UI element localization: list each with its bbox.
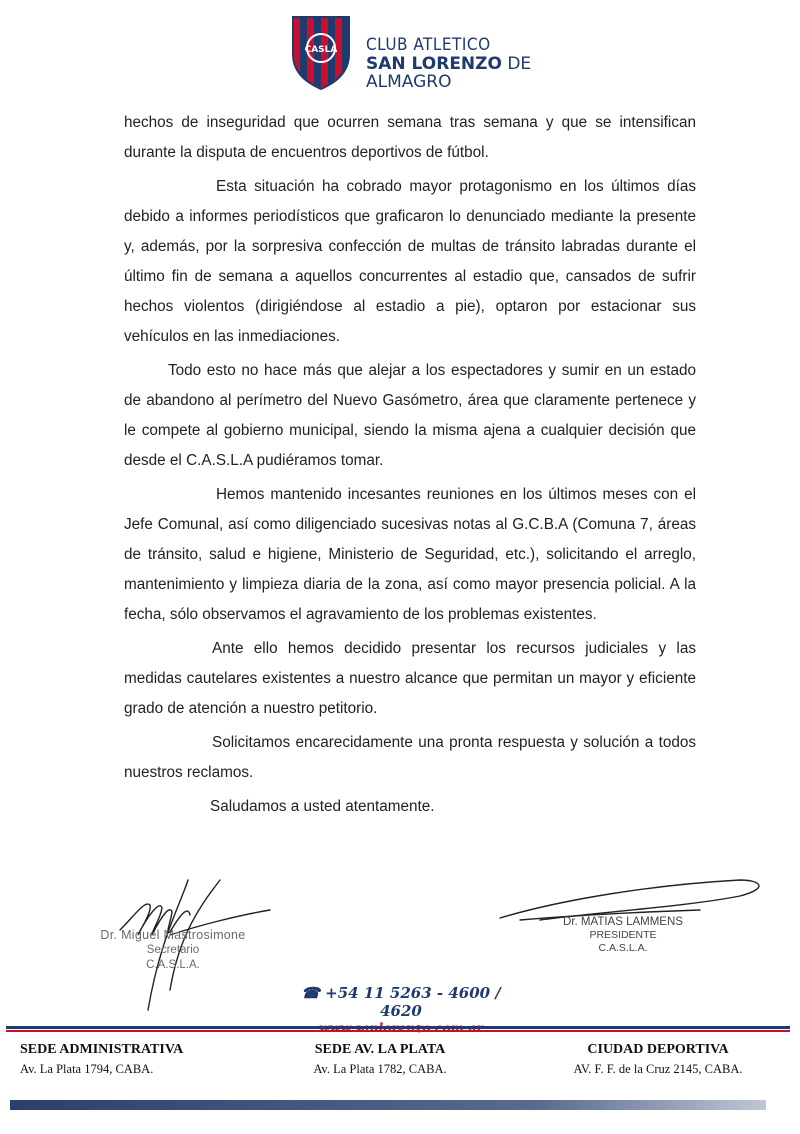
letterhead — [290, 14, 590, 94]
paragraph-3: Todo esto no hace más que alejar a los espectadores y sumir en un estado de abandono al perímetro del Nuevo Gasómetro, área que claramente pertenece y le compete al gobierno municipal, siendo la misma ajena a cualquier decisión que desde el C.A.S.L.A pudiéramos tomar. — [124, 362, 696, 469]
paragraph-4: Hemos mantenido incesantes reuniones en los últimos meses con el Jefe Comunal, así como diligenciado sucesivas notas al G.C.B.A (Comuna 7, áreas de tránsito, salud e higiene, Ministerio de Seguridad, etc.), solicitando el arreglo, mantenimiento y limpieza diaria de la zona, así como mayor presencia policial. A la fecha, sólo observamos el agravamiento de los problemas existentes. — [124, 486, 696, 623]
paragraph-2: Esta situación ha cobrado mayor protagonismo en los últimos días debido a informes periodísticos que graficaron lo denunciado mediante la presente y, además, por la sorpresiva confección de multas de tránsito labradas durante el último fin de semana a aquellos concurrentes al estadio que, cansados de sufrir hechos violentos (dirigiéndose al estadio a pie), optaron por estacionar sus vehículos en las inmediaciones. — [124, 178, 696, 345]
paragraph-6: Solicitamos encarecidamente una pronta respuesta y solución a todos nuestros reclamos. — [124, 734, 696, 781]
closing-line: Saludamos a usted atentamente. — [210, 798, 435, 815]
footer-ciudad-deportiva — [552, 1042, 764, 1077]
sede-title: SEDE AV. LA PLATA — [314, 1042, 446, 1057]
paragraph-1: hechos de inseguridad que ocurren semana tras semana y que se intensifican durante la disputa de encuentros deportivos de fútbol. — [124, 114, 696, 161]
phone-icon: ☎ — [301, 984, 320, 1002]
footer-divider — [6, 1026, 790, 1029]
club-name-rest: DE ALMAGRO — [366, 53, 532, 93]
crest-letters: CASLA — [304, 45, 338, 55]
secretary-name: Dr. Miguel Mastrosimone — [100, 928, 246, 942]
footer-bar — [10, 1100, 766, 1110]
club-name — [366, 36, 590, 92]
club-crest-logo — [290, 14, 352, 90]
paragraph-5: Ante ello hemos decidido presentar los recursos judiciales y las medidas cautelares existentes a nuestro alcance que permitan un mayor y eficiente grado de atención a nuestro petitorio. — [124, 640, 696, 717]
footer-sede-administrativa — [20, 1042, 200, 1077]
secretary-org: C.A.S.L.A. — [146, 959, 200, 971]
secretary-role: Secretario — [146, 944, 200, 956]
letter-body — [124, 108, 696, 826]
sede-title: CIUDAD DEPORTIVA — [587, 1042, 729, 1057]
sede-address: AV. F. F. de la Cruz 2145, CABA. — [573, 1062, 743, 1076]
footer-divider-accent — [6, 1030, 790, 1032]
footer-sede-av-la-plata — [300, 1042, 460, 1077]
club-name-line1: CLUB ATLETICO — [366, 35, 491, 55]
phone-text: +54 11 5263 - 4600 / 4620 — [325, 984, 501, 1020]
sede-address: Av. La Plata 1794, CABA. — [20, 1062, 154, 1076]
club-name-bold: SAN LORENZO — [366, 53, 502, 74]
signature-block-president — [548, 916, 698, 955]
phone-number — [286, 984, 516, 1020]
president-role: PRESIDENTE — [589, 929, 657, 941]
president-name: Dr. MATIAS LAMMENS — [563, 916, 683, 928]
signature-block-secretary — [78, 928, 268, 973]
club-name-line2 — [366, 55, 590, 92]
president-org: C.A.S.L.A. — [598, 942, 648, 954]
sede-title: SEDE ADMINISTRATIVA — [20, 1042, 184, 1057]
sede-address: Av. La Plata 1782, CABA. — [313, 1062, 447, 1076]
